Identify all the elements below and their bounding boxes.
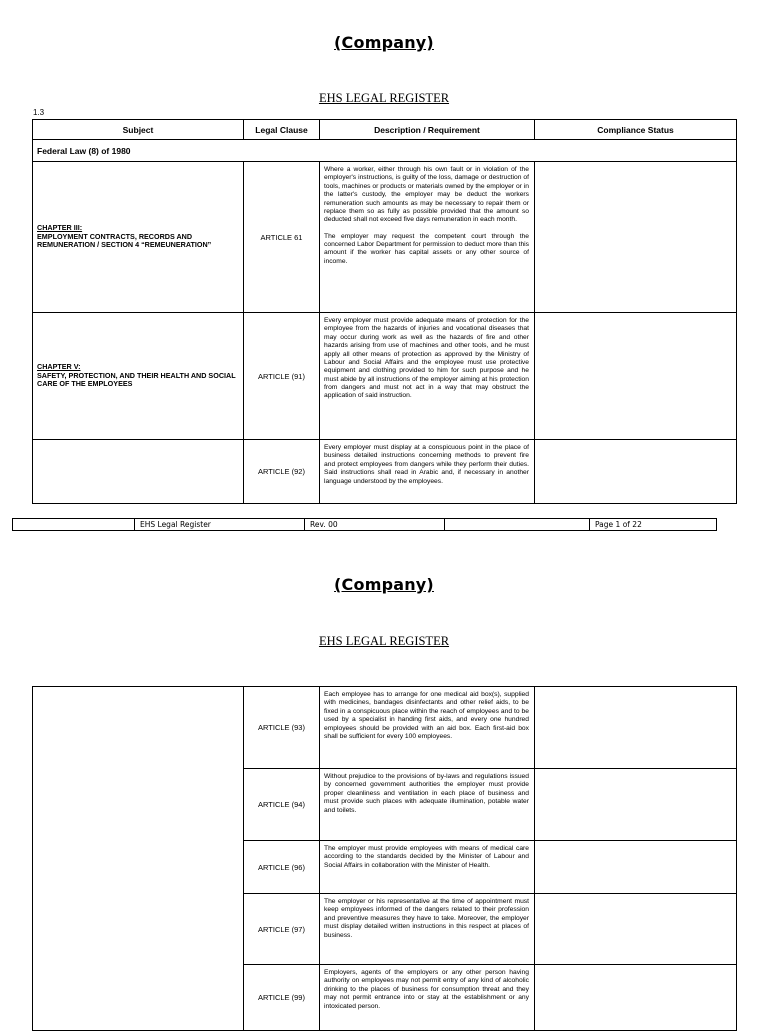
compliance-status-cell (535, 687, 737, 769)
description-cell (320, 162, 535, 313)
table-header-row (33, 120, 737, 140)
description-paragraph: Where a worker, either through his own fault or in violation of the employer's instructions, is guilty of the loss, damage or destruction of tools, machines or products or materials owned by the employer or in the latter's custody, the employer may be deduct the workers remuneration such amounts as may be necessary to repair them or replace them so as fully as possible provided that the amount so deducted shall not exceed five days remuneration in each month. (324, 166, 529, 224)
description-cell (320, 687, 535, 769)
description-cell (320, 841, 535, 894)
register-table (32, 686, 737, 1031)
compliance-status-cell (535, 440, 737, 504)
subject-cell (33, 440, 244, 504)
compliance-status-cell (535, 313, 737, 440)
column-header-subject: Subject (33, 120, 244, 140)
table-row (33, 687, 737, 769)
subject-cell (33, 162, 244, 313)
compliance-status-cell (535, 894, 737, 965)
column-header-legal-clause: Legal Clause (244, 120, 320, 140)
description-cell (320, 894, 535, 965)
footer-document-name: EHS Legal Register (135, 519, 305, 531)
compliance-status-cell (535, 965, 737, 1031)
description-paragraph: The employer or his representative at the time of appointment must keep employees informed of the dangers related to their profession and preventive measures they have to take. Moreover, the employer must display detailed written instructions in this respect at places of business. (324, 898, 529, 939)
legal-clause-cell: ARTICLE (93) (244, 687, 320, 769)
description-cell (320, 769, 535, 841)
law-title: Federal Law (8) of 1980 (33, 140, 737, 162)
legal-clause-cell: ARTICLE 61 (244, 162, 320, 313)
footer-cell (445, 519, 590, 531)
description-cell (320, 313, 535, 440)
register-table (32, 119, 737, 504)
legal-clause-cell: ARTICLE (91) (244, 313, 320, 440)
legal-clause-cell: ARTICLE (96) (244, 841, 320, 894)
description-cell (320, 440, 535, 504)
table-row (33, 313, 737, 440)
compliance-status-cell (535, 841, 737, 894)
description-paragraph: Employers, agents of the employers or any other person having authority on employees may not permit entry of any kind of alcoholic drinking to the places of business for consumption threat and they may not permit entrance into or stay at the establishment or any intoxicated person. (324, 969, 529, 1010)
subject-text: SAFETY, PROTECTION, AND THEIR HEALTH AND SOCIAL CARE OF THE EMPLOYEES (37, 370, 236, 389)
column-header-compliance-status: Compliance Status (535, 120, 737, 140)
legal-clause-cell: ARTICLE (97) (244, 894, 320, 965)
description-paragraph: The employer must provide employees with means of medical care according to the standards decided by the Minister of Labour and Social Affairs in collaboration with the Minister of Health. (324, 845, 529, 869)
company-name: (Company) (334, 33, 434, 52)
table-row (33, 440, 737, 504)
description-paragraph: Every employer must display at a conspicuous point in the place of business detailed instructions concerning methods to prevent fire and protect employees from dangers while they perform their duties. Said instructions shall read in Arabic and, if necessary in another language understood by the employees. (324, 444, 529, 485)
company-name: (Company) (334, 575, 434, 594)
footer-page-number: Page 1 of 22 (590, 519, 717, 531)
description-paragraph: Without prejudice to the provisions of by-laws and regulations issued by concerned government authorities the employer must provide proper cleanliness and ventilation in each place of business and must provide such places with adequate illumination, potable water and toilets. (324, 773, 529, 814)
register-title: EHS LEGAL REGISTER (318, 634, 450, 648)
legal-clause-cell: ARTICLE (92) (244, 440, 320, 504)
description-cell (320, 965, 535, 1031)
compliance-status-cell (535, 162, 737, 313)
register-title: EHS LEGAL REGISTER (318, 91, 450, 105)
description-paragraph: Each employee has to arrange for one medical aid box(s), supplied with medicines, bandages disinfectants and other relief aids, to be fixed in a conspicuous place within the reach of employees and to be used by a specialist in handing first aids, and every one hundred employees should be provided with an aid box. Each first-aid box shall be sufficient for every 100 employees. (324, 691, 529, 740)
subject-cell (33, 313, 244, 440)
page-footer (12, 518, 717, 531)
compliance-status-cell (535, 769, 737, 841)
description-paragraph: Every employer must provide adequate means of protection for the employee from the hazards of injuries and vocational diseases that may occur during work as well as the hazards of fire and other hazards arising from use of machines and other tools, and he must apply all other means of protection as approved by the Ministry of Labour and Social Affairs and the employee must use protective equipment and clothing provided to him for such purpose and he must abide by all instructions of the employer aiming at his protection from dangers and must not act in a way that may obstruct the application of said instruction. (324, 317, 529, 400)
legal-clause-cell: ARTICLE (99) (244, 965, 320, 1031)
footer-cell (13, 519, 135, 531)
law-title-row (33, 140, 737, 162)
section-number: 1.3 (33, 108, 45, 117)
table-row (33, 162, 737, 313)
chapter-label: CHAPTER III: (37, 223, 83, 233)
subject-text: EMPLOYMENT CONTRACTS, RECORDS AND REMUNERATION / SECTION 4 “REMEUNERATION” (37, 231, 212, 250)
description-paragraph: The employer may request the competent court through the concerned Labor Department for permission to deduct more than this amount if the worker has capital assets or any other source of income. (324, 232, 529, 265)
footer-revision: Rev. 00 (305, 519, 445, 531)
legal-clause-cell: ARTICLE (94) (244, 769, 320, 841)
subject-cell (33, 687, 244, 1031)
column-header-description: Description / Requirement (320, 120, 535, 140)
chapter-label: CHAPTER V: (37, 362, 81, 372)
